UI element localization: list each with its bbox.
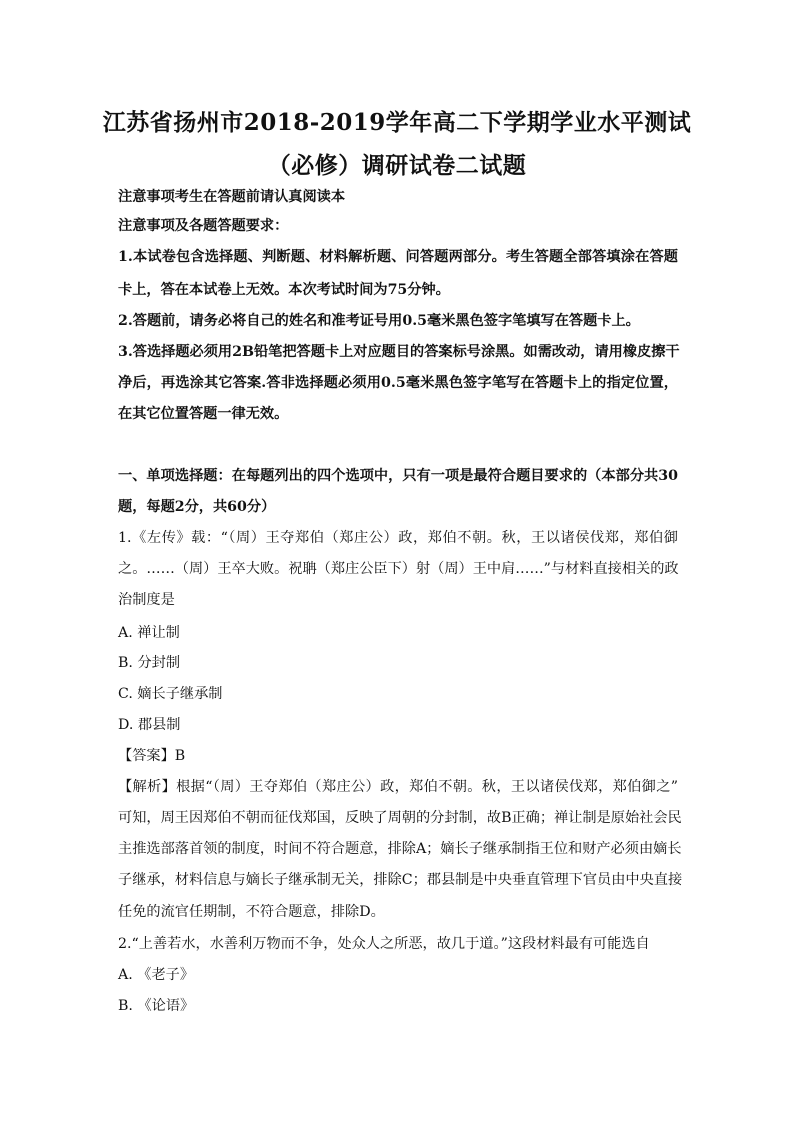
question-2-stem: 2.“上善若水，水善利万物而不争，处众人之所恶，故几于道。”这段材料最有可能选自 [118,936,650,952]
question-1-stem-line-3: 治制度是 [118,592,175,608]
notice-item-3-line-3: 在其它位置答题一律无效。 [118,406,289,422]
section-1-heading-line-2: 题，每题2分，共60分） [118,499,276,515]
question-1-stem-line-1: 1.《左传》载：“（周）王夺郑伯（郑庄公）政，郑伯不朝。秋，王以诸侯伐郑，郑伯御 [118,530,678,546]
question-1-analysis-line-4: 子继承，材料信息与嫡长子继承制无关，排除C；郡县制是中央垂直管理下官员由中央直接 [118,872,683,888]
question-1-option-a: A. 禅让制 [118,625,180,641]
question-1-stem-line-2: 之。……（周）王卒大败。祝聃（郑庄公臣下）射（周）王中肩……”与材料直接相关的政 [118,561,679,577]
notice-item-3-line-1: 3.答选择题必须用2B铅笔把答题卡上对应题目的答案标号涂黑。如需改动，请用橡皮擦干 [118,344,680,360]
question-1-option-c: C. 嫡长子继承制 [118,686,223,702]
notice-item-2: 2.答题前，请务必将自己的姓名和准考证号用0.5毫米黑色签字笔填写在答题卡上。 [118,313,640,329]
question-1-analysis-line-2: 可知，周王因郑伯不朝而征伐郑国，反映了周朝的分封制，故B正确；禅让制是原始社会民 [118,810,682,826]
section-1-heading-line-1: 一、单项选择题：在每题列出的四个选项中，只有一项是最符合题目要求的（本部分共30 [118,468,678,484]
question-1-analysis-line-5: 任免的流官任期制，不符合题意，排除D。 [118,904,385,920]
document-title-line-2: （必修）调研试卷二试题 [267,152,527,179]
notice-item-1-line-1: 1.本试卷包含选择题、判断题、材料解析题、问答题两部分。考生答题全部答填涂在答题 [118,249,678,265]
question-2-option-b: B. 《论语》 [118,998,195,1014]
question-1-answer: 【答案】B [118,748,186,764]
document-title-line-1: 江苏省扬州市2018-2019学年高二下学期学业水平测试 [102,109,692,136]
notice-heading-1: 注意事项考生在答题前请认真阅读本 [118,189,346,205]
question-1-option-d: D. 郡县制 [118,717,181,733]
question-1-analysis-line-3: 主推选部落首领的制度，时间不符合题意，排除A；嫡长子继承制指王位和财产必须由嫡长 [118,841,682,857]
question-2-option-a: A. 《老子》 [118,967,195,983]
notice-item-1-line-2: 卡上，答在本试卷上无效。本次考试时间为75分钟。 [118,282,450,298]
notice-heading-2: 注意事项及各题答题要求： [118,218,289,234]
question-1-analysis-line-1: 【解析】根据“（周）王夺郑伯（郑庄公）政，郑伯不朝。秋，王以诸侯伐郑，郑伯御之” [118,779,678,795]
notice-item-3-line-2: 净后，再选涂其它答案.答非选择题必须用0.5毫米黑色签字笔写在答题卡上的指定位置， [118,375,678,391]
question-1-option-b: B. 分封制 [118,655,181,671]
